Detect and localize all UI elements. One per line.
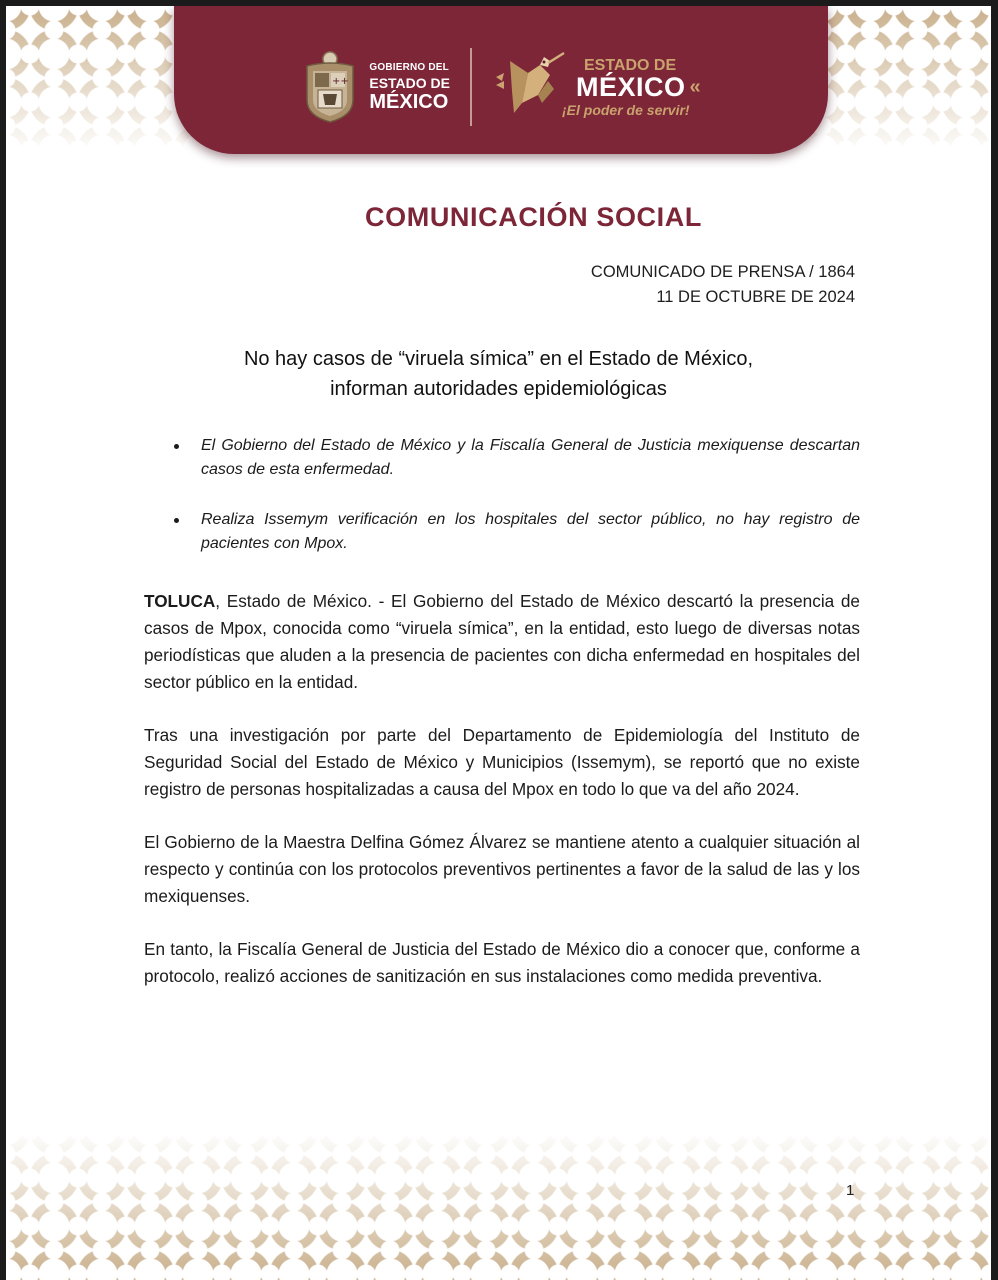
government-logo-text: GOBIERNO DEL ESTADO DE MÉXICO [369, 61, 450, 113]
bullet-item: Realiza Issemym verificación en los hospitales del sector público, no hay registro de pacientes con Mpox. [168, 508, 860, 556]
bullet-icon [174, 444, 179, 449]
document-page [6, 6, 991, 1280]
header-banner [174, 6, 828, 154]
bullet-item: El Gobierno del Estado de México y la Fiscalía General de Justicia mexiquense descartan casos de esta enfermedad. [168, 434, 860, 482]
press-release-number: COMUNICADO DE PRENSA / 1864 [590, 263, 855, 281]
state-coat-of-arms-icon [301, 50, 359, 124]
bullet-icon [174, 518, 179, 523]
leaf-icon: « [689, 76, 701, 98]
bottom-decorative-pattern [6, 1130, 991, 1280]
paragraph: TOLUCA, Estado de México. - El Gobierno del Estado de México descartó la presencia de casos de Mpox, conocida como “viruela símica”, en la entidad, esto luego de diversas notas periodísticas que aluden a la presencia de pacientes con dicha enfermedad en hospitales del sector público en la entidad. [144, 591, 860, 692]
hummingbird-icon [492, 51, 568, 123]
paragraph: En tanto, la Fiscalía General de Justicia del Estado de México dio a conocer que, conforme a protocolo, realizó acciones de sanitización en sus instalaciones como medida preventiva. [144, 939, 860, 986]
article-body [144, 588, 860, 1016]
summary-bullets [168, 434, 860, 582]
government-logo [301, 50, 450, 124]
svg-text:++: ++ [332, 76, 350, 87]
paragraph: El Gobierno de la Maestra Delfina Gómez Álvarez se mantiene atento a cualquier situación al respecto y continúa con los protocolos preventivos pertinentes a favor de la salud de las y los mexiquenses. [144, 832, 860, 906]
section-title: COMUNICACIÓN SOCIAL [365, 202, 702, 232]
press-release-date: 11 DE OCTUBRE DE 2024 [656, 288, 855, 306]
logo-divider [470, 48, 472, 126]
headline: No hay casos de “viruela símica” en el Estado de México, informan autoridades epidemiológicas [243, 348, 754, 400]
paragraph: Tras una investigación por parte del Departamento de Epidemiología del Instituto de Seguridad Social del Estado de México y Municipios (Issemym), se reportó que no existe registro de personas hospitalizadas a causa del Mpox en todo lo que va del año 2024. [144, 725, 860, 799]
dateline: TOLUCA [144, 591, 216, 611]
brand-logo [492, 51, 701, 123]
brand-logo-text: ESTADO DE MÉXICO « ¡El poder de servir! [562, 56, 701, 118]
press-release-meta [591, 260, 855, 310]
page-number: 1 [846, 1182, 855, 1199]
